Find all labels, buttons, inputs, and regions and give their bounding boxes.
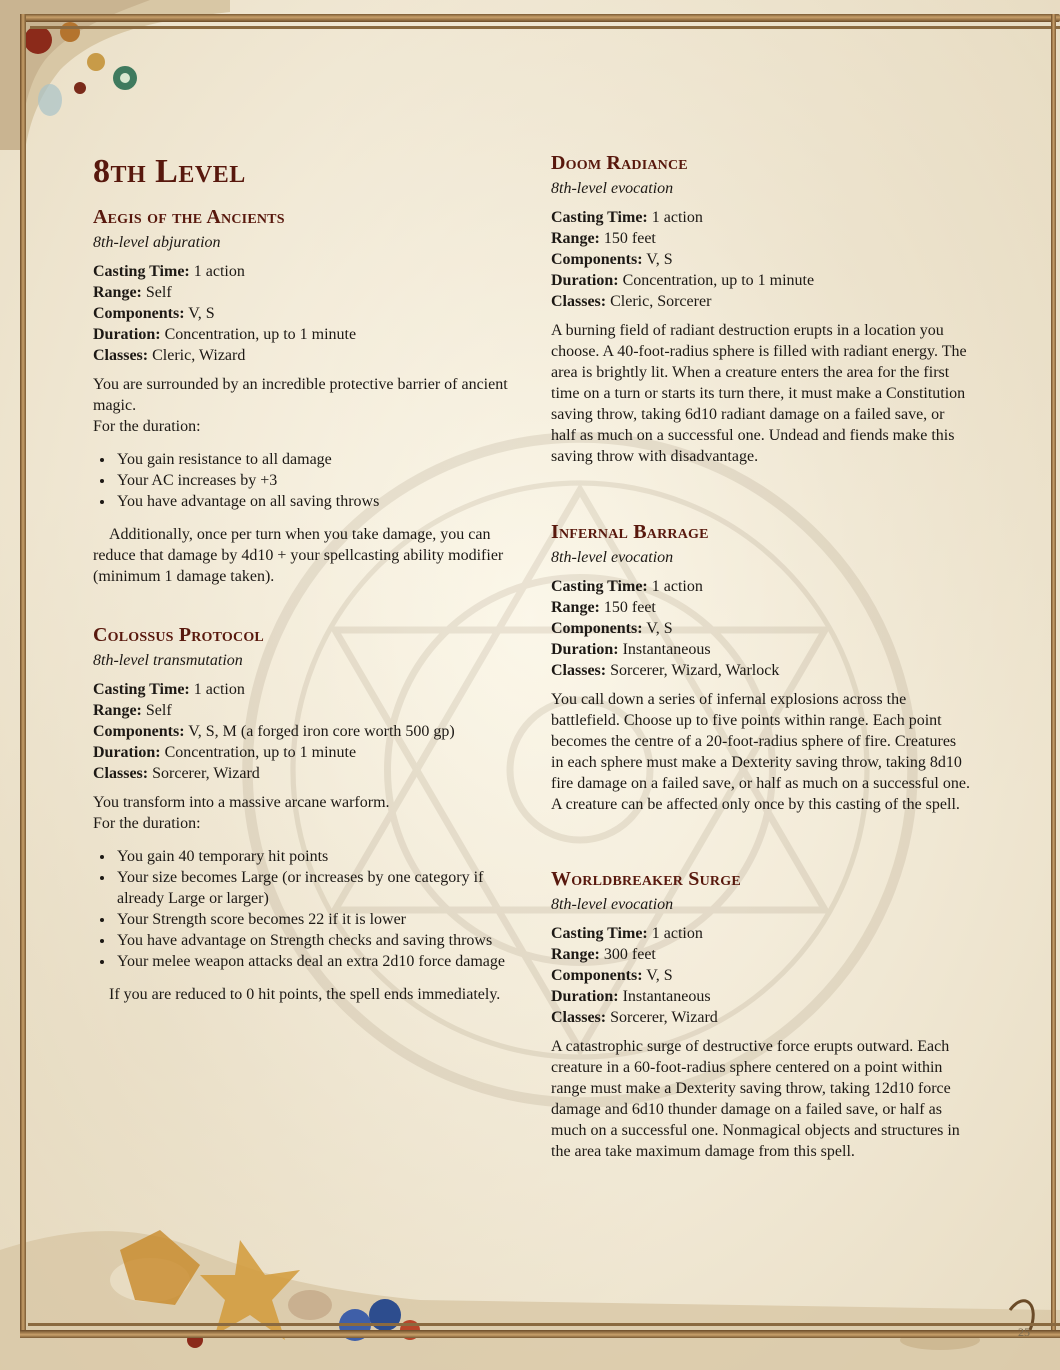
components-label: Components:: [93, 723, 185, 740]
classes-value: Sorcerer, Wizard: [610, 1009, 718, 1026]
components-value: V, S: [646, 251, 673, 268]
spell-school: 8th-level abjuration: [93, 234, 221, 251]
spell-title: Infernal Barrage: [551, 521, 709, 543]
duration-row: [551, 986, 971, 1007]
description-outro: Additionally, once per turn when you take damage, you can reduce that damage by 4d10 + your spellcasting ability modifier (minimum 1 damage taken).: [93, 526, 504, 585]
spell-school: 8th-level evocation: [551, 549, 674, 566]
range-row: [551, 597, 971, 618]
casting-time-value: 1 action: [193, 263, 245, 280]
casting-time-label: Casting Time:: [551, 925, 648, 942]
list-item: • Your size becomes Large (or increases by one category if already Large or larger): [115, 867, 513, 909]
list-item: • You gain resistance to all damage: [115, 449, 513, 470]
spell-description: [93, 374, 513, 587]
spell-school: 8th-level transmutation: [93, 652, 243, 669]
components-label: Components:: [551, 620, 643, 637]
classes-value: Cleric, Sorcerer: [610, 293, 712, 310]
spell-description: You call down a series of infernal explosions across the battlefield. Choose up to five points within range. Each point becomes the centre of a 20-foot-radius sphere of fire. Creatures in each sphere must make a Dexterity saving throw, taking 8d10 fire damage on a failed save, or half as much on a successful one. A creature can be affected only once by this casting of the spell.: [551, 691, 970, 813]
spell-title: Aegis of the Ancients: [93, 206, 285, 228]
casting-time-label: Casting Time:: [93, 681, 190, 698]
effect-list: [93, 846, 513, 972]
duration-value: Concentration, up to 1 minute: [622, 272, 815, 289]
classes-label: Classes:: [551, 662, 607, 679]
components-value: V, S: [646, 967, 673, 984]
top-border: [20, 14, 1060, 22]
components-label: Components:: [551, 967, 643, 984]
components-value: V, S, M (a forged iron core worth 500 gp): [188, 723, 455, 740]
bottom-ornament-image: [0, 1190, 1060, 1370]
description-intro-2: For the duration:: [93, 418, 201, 435]
casting-time-label: Casting Time:: [551, 209, 648, 226]
description-intro: You are surrounded by an incredible protective barrier of ancient magic.: [93, 376, 508, 414]
spell-infernal-barrage: [551, 520, 971, 815]
list-item: • Your melee weapon attacks deal an extra 2d10 force damage: [115, 951, 513, 972]
range-label: Range:: [93, 284, 142, 301]
range-value: 300 feet: [603, 946, 656, 963]
classes-row: [551, 1007, 971, 1028]
range-row: [93, 282, 513, 303]
description-intro-2: For the duration:: [93, 815, 201, 832]
casting-time-row: [551, 207, 971, 228]
list-item: • Your AC increases by +3: [115, 470, 513, 491]
casting-time-row: [551, 576, 971, 597]
classes-label: Classes:: [93, 765, 149, 782]
duration-value: Concentration, up to 1 minute: [164, 326, 357, 343]
components-row: [551, 249, 971, 270]
casting-time-value: 1 action: [651, 925, 703, 942]
spell-title: Worldbreaker Surge: [551, 868, 741, 890]
casting-time-row: [93, 679, 513, 700]
spell-doom-radiance: [551, 151, 971, 467]
range-row: [551, 228, 971, 249]
classes-row: [551, 291, 971, 312]
duration-value: Instantaneous: [622, 988, 711, 1005]
spell-school: 8th-level evocation: [551, 180, 674, 197]
components-label: Components:: [93, 305, 185, 322]
classes-row: [551, 660, 971, 681]
duration-value: Concentration, up to 1 minute: [164, 744, 357, 761]
range-value: Self: [145, 702, 172, 719]
chapter-title: 8th Level: [93, 153, 246, 190]
range-label: Range:: [551, 946, 600, 963]
duration-value: Instantaneous: [622, 641, 711, 658]
range-row: [93, 700, 513, 721]
effect-list: [93, 449, 513, 512]
bottom-border-inner: [28, 1323, 1060, 1326]
range-label: Range:: [551, 599, 600, 616]
spell-aegis-of-the-ancients: [93, 205, 513, 587]
classes-label: Classes:: [551, 293, 607, 310]
spell-title: Colossus Protocol: [93, 624, 264, 646]
classes-row: [93, 763, 513, 784]
casting-time-label: Casting Time:: [551, 578, 648, 595]
spell-colossus-protocol: [93, 623, 513, 1005]
components-row: [93, 721, 513, 742]
duration-label: Duration:: [551, 641, 619, 658]
duration-label: Duration:: [93, 326, 161, 343]
spell-description: A burning field of radiant destruction erupts in a location you choose. A 40-foot-radius sphere is filled with radiant energy. The area is brightly lit. When a creature enters the area for the first time on a turn or starts its turn there, it must make a Constitution saving throw, taking 6d10 radiant damage on a failed save, or half as much on a successful one. Undead and fiends make this saving throw with disadvantage.: [551, 322, 967, 465]
range-row: [551, 944, 971, 965]
range-value: Self: [145, 284, 172, 301]
duration-row: [93, 324, 513, 345]
spell-title: Doom Radiance: [551, 152, 688, 174]
components-row: [93, 303, 513, 324]
classes-label: Classes:: [551, 1009, 607, 1026]
components-value: V, S: [188, 305, 215, 322]
description-outro: If you are reduced to 0 hit points, the spell ends immediately.: [109, 986, 501, 1003]
classes-value: Sorcerer, Wizard: [152, 765, 260, 782]
classes-value: Sorcerer, Wizard, Warlock: [610, 662, 780, 679]
range-value: 150 feet: [603, 599, 656, 616]
spell-school: 8th-level evocation: [551, 896, 674, 913]
casting-time-value: 1 action: [651, 578, 703, 595]
classes-row: [93, 345, 513, 366]
casting-time-label: Casting Time:: [93, 263, 190, 280]
casting-time-value: 1 action: [193, 681, 245, 698]
classes-label: Classes:: [93, 347, 149, 364]
duration-label: Duration:: [551, 988, 619, 1005]
duration-row: [551, 270, 971, 291]
duration-row: [93, 742, 513, 763]
components-value: V, S: [646, 620, 673, 637]
description-intro: You transform into a massive arcane warform.: [93, 794, 390, 811]
page-number: 25: [1018, 1325, 1030, 1339]
casting-time-row: [551, 923, 971, 944]
top-border-inner: [30, 26, 1060, 29]
spell-worldbreaker-surge: [551, 867, 971, 1162]
classes-value: Cleric, Wizard: [152, 347, 246, 364]
components-row: [551, 965, 971, 986]
corner-ornament-image: [0, 0, 230, 150]
duration-label: Duration:: [551, 272, 619, 289]
list-item: • You gain 40 temporary hit points: [115, 846, 513, 867]
spell-description: A catastrophic surge of destructive force erupts outward. Each creature in a 60-foot-radius sphere centered on a point within range must make a Dexterity saving throw, taking 12d10 force damage and 6d10 thunder damage on a failed save, or half as much on a successful one. Nonmagical objects and structures in the area take maximum damage from this spell.: [551, 1038, 960, 1160]
casting-time-row: [93, 261, 513, 282]
left-border: [20, 14, 26, 1338]
duration-row: [551, 639, 971, 660]
spell-description: [93, 792, 513, 1005]
components-row: [551, 618, 971, 639]
bottom-border: [20, 1330, 1060, 1338]
list-item: • Your Strength score becomes 22 if it is lower: [115, 909, 513, 930]
range-label: Range:: [93, 702, 142, 719]
duration-label: Duration:: [93, 744, 161, 761]
components-label: Components:: [551, 251, 643, 268]
list-item: • You have advantage on Strength checks and saving throws: [115, 930, 513, 951]
range-label: Range:: [551, 230, 600, 247]
list-item: • You have advantage on all saving throws: [115, 491, 513, 512]
casting-time-value: 1 action: [651, 209, 703, 226]
right-border: [1051, 14, 1056, 1338]
range-value: 150 feet: [603, 230, 656, 247]
